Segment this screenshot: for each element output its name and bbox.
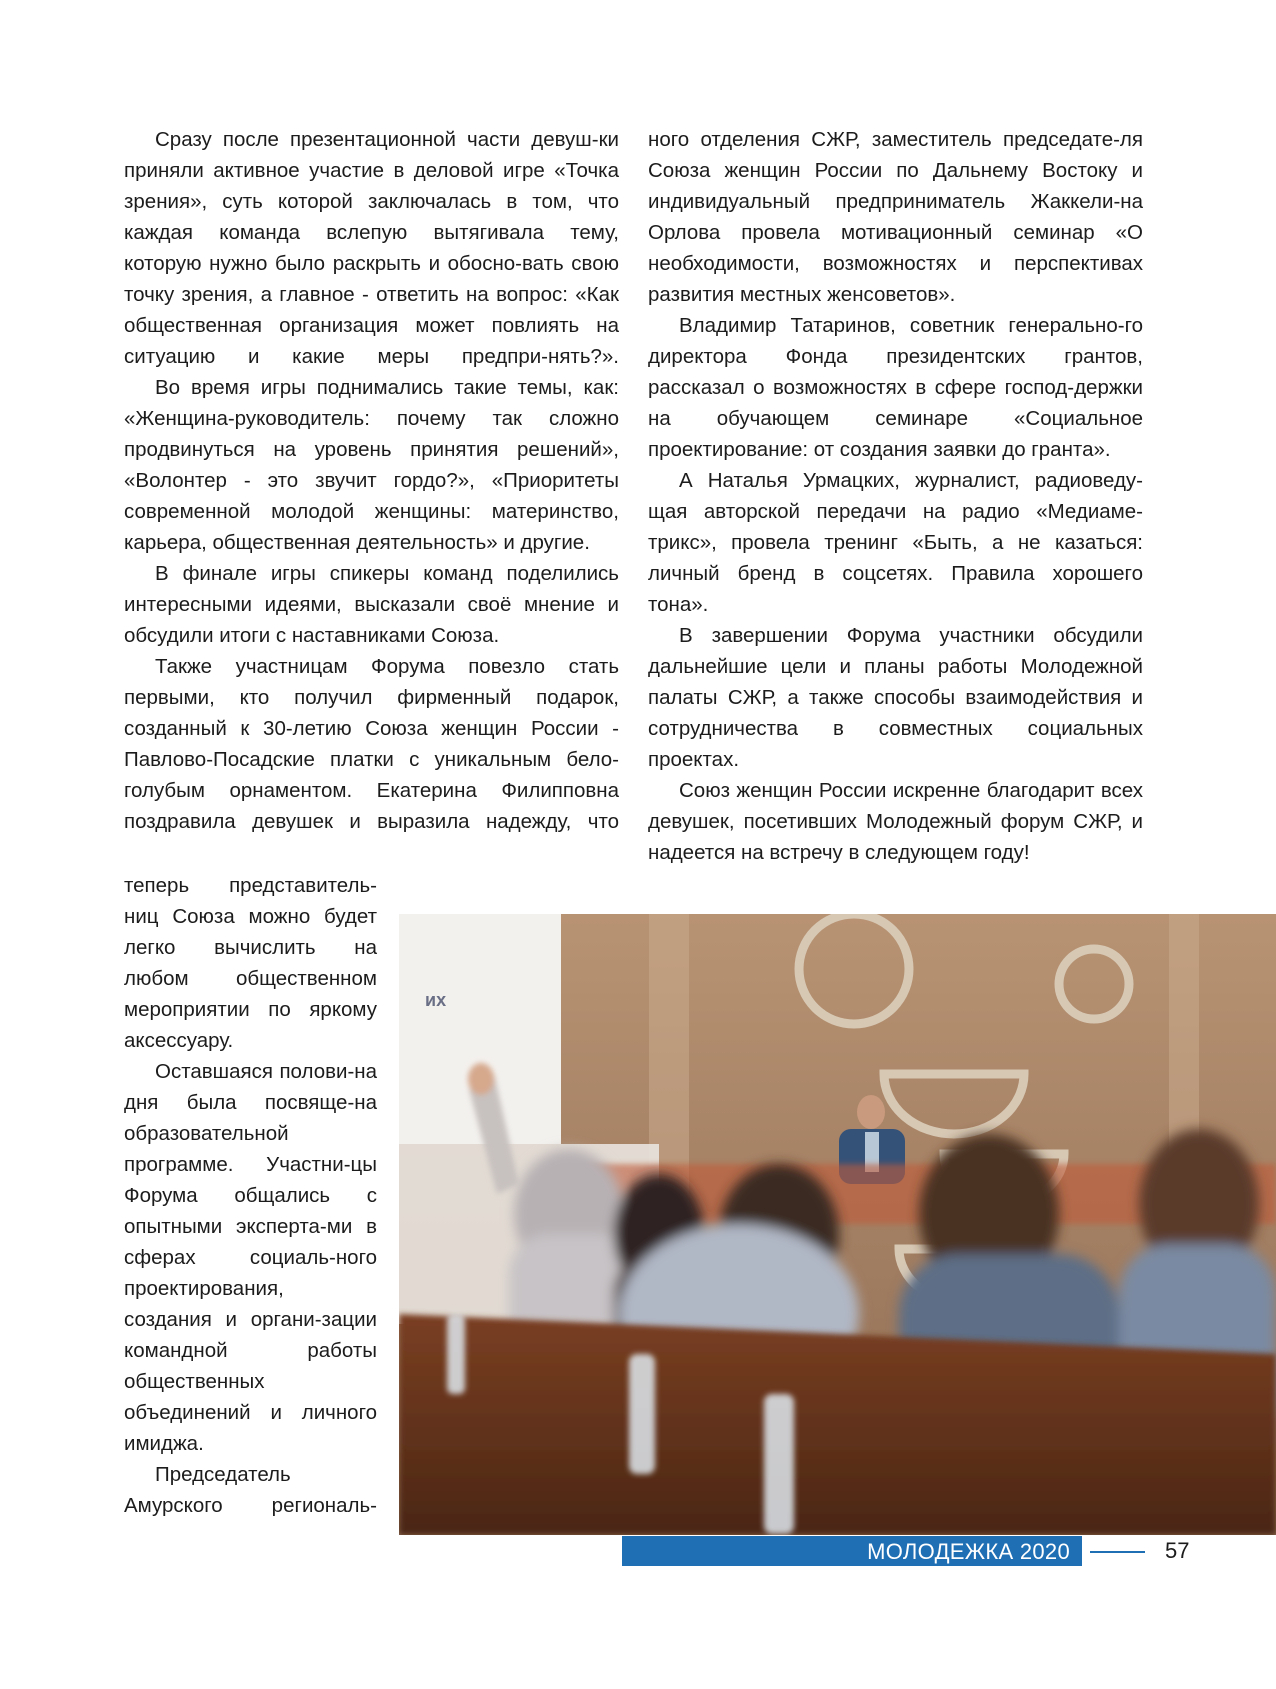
conference-photo [399, 914, 1276, 1535]
paragraph: Владимир Татаринов, советник генерально-го директора Фонда президентских грантов, рассказал о возможностях в сфере господ-держки на обучающем семинаре «Социальное проектирование: от создания заявки до гранта». [648, 314, 1143, 461]
paragraph: А Наталья Урмацких, журналист, радиоведу-щая авторской передачи на радио «Медиаме-трикс», провела тренинг «Быть, а не казаться: личный бренд в соцсетях. Правила хорошего тона». [648, 469, 1143, 616]
paragraph: Сразу после презентационной части девуш-ки приняли активное участие в деловой игре «Точка зрения», суть которой заключалась в том, что каждая команда вслепую вытягивала тему, которую нужно было раскрыть и обосно-вать свою точку зрения, а главное - ответить на вопрос: «Как общественная организация может повлиять на ситуацию и какие меры предпри-нять?». [124, 128, 619, 368]
paragraph: теперь представитель-ниц Союза можно будет легко вычислить на любом общественном мероприятии по яркому аксессуару. [124, 874, 377, 1052]
paragraph: Во время игры поднимались такие темы, как: «Женщина-руководитель: почему так сложно продвинуться на уровень принятия решений», «Волонтер - это звучит гордо?», «Приоритеты современной молодой женщины: материнство, карьера, общественная деятельность» и другие. [124, 376, 619, 554]
footer-band [622, 1536, 1082, 1566]
photo-illustration [399, 914, 1276, 1535]
article-right-column [648, 124, 1143, 868]
paragraph: Союз женщин России искренне благодарит всех девушек, посетивших Молодежный форум СЖР, и надеется на встречу в следующем году! [648, 779, 1143, 864]
article-left-column [124, 124, 619, 837]
screen-text: их [425, 990, 447, 1010]
page-number: 57 [1165, 1538, 1190, 1563]
article-left-narrow-column [124, 870, 377, 1521]
paragraph: Также участницам Форума повезло стать первыми, кто получил фирменный подарок, созданный к 30-летию Союза женщин России - Павлово-Посадские платки с уникальным бело-голубым орнаментом. Екатерина Филипповна поздравила девушек и выразила надежду, что [124, 655, 619, 833]
paragraph: Оставшаяся полови-на дня была посвяще-на образовательной программе. Участни-цы Форума общались с опытными эксперта-ми в сферах социаль-ного проектирования, создания и органи-зации командной работы общественных объединений и личного имиджа. [124, 1060, 377, 1455]
paragraph: Председатель Амурского региональ- [124, 1463, 377, 1517]
magazine-title: МОЛОДЕЖКА 2020 [867, 1539, 1070, 1564]
paragraph: В финале игры спикеры команд поделились интересными идеями, высказали своё мнение и обсудили итоги с наставниками Союза. [124, 562, 619, 647]
paragraph: ного отделения СЖР, заместитель председате-ля Союза женщин России по Дальнему Востоку и индивидуальный предприниматель Жаккели-на Орлова провела мотивационный семинар «О необходимости, возможностях и перспективах развития местных женсоветов». [648, 128, 1143, 306]
paragraph: В завершении Форума участники обсудили дальнейшие цели и планы работы Молодежной палаты СЖР, а также способы взаимодействия и сотрудничества в совместных социальных проектах. [648, 624, 1143, 771]
footer-rule [1090, 1551, 1145, 1553]
